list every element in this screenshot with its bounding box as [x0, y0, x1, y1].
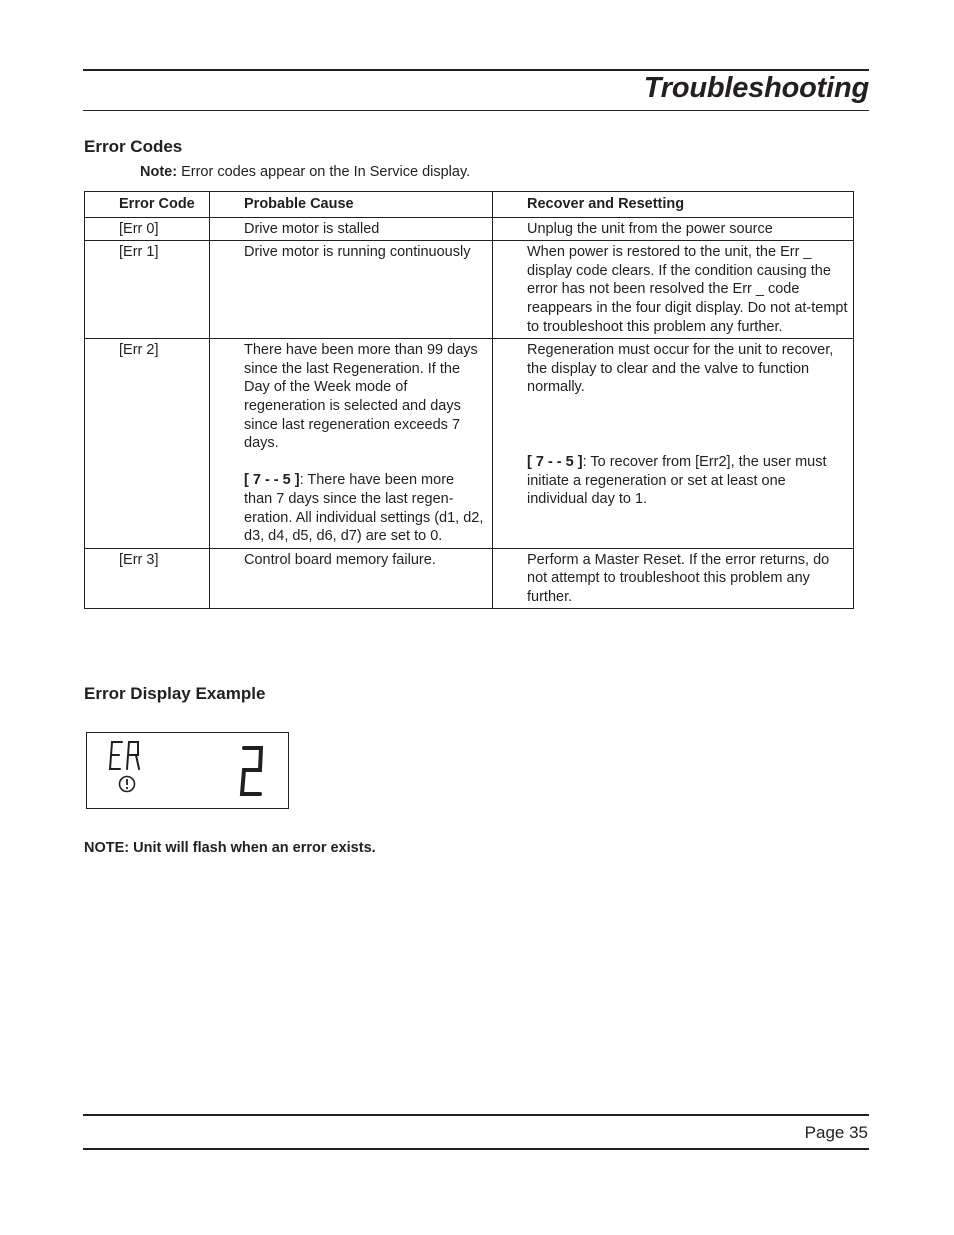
row-code: [Err 0] — [85, 217, 210, 241]
table-header-row — [85, 192, 854, 218]
note-line — [140, 164, 470, 180]
row-cause: Drive motor is stalled — [210, 217, 493, 241]
row-cause: Drive motor is running continuously — [210, 241, 493, 339]
page-number: Page 35 — [804, 1123, 868, 1142]
lcd-display — [86, 732, 289, 809]
header-probable-cause: Probable Cause — [210, 192, 493, 218]
row-recover: Unplug the unit from the power source — [493, 217, 854, 241]
footer-top-rule — [83, 1114, 869, 1116]
error-display-heading: Error Display Example — [84, 684, 266, 703]
lcd-graphic — [87, 733, 288, 808]
row-code: [Err 3] — [85, 548, 210, 609]
header-error-code: Error Code — [85, 192, 210, 218]
cause-extra: : There have been more than 7 days since the last regen-eration. All individual settings (d1, d2, d3, d4, d5, d6, d7) are set to 0. — [244, 472, 484, 545]
row-cause — [210, 339, 493, 549]
alert-circle-icon — [120, 777, 135, 792]
title-underline — [83, 110, 869, 111]
row-recover: When power is restored to the unit, the Err _ display code clears. If the condition causing the error has not been resolved the Err _ code reappears in the four digit display. Do not at-tempt to troubleshoot this problem any further. — [493, 241, 854, 339]
error-codes-heading: Error Codes — [84, 137, 183, 156]
row-code: [Err 2] — [85, 339, 210, 549]
table-row — [85, 217, 854, 241]
note-text: Error codes appear on the In Service display. — [177, 164, 471, 180]
row-recover: Perform a Master Reset. If the error returns, do not attempt to troubleshoot this problem any further. — [493, 548, 854, 609]
top-rule — [83, 69, 869, 71]
cause-code: [ 7 - - 5 ] — [244, 472, 300, 489]
table-row — [85, 241, 854, 339]
page-title: Troubleshooting — [643, 72, 869, 104]
lcd-digit-2 — [242, 748, 261, 794]
recover-code: [ 7 - - 5 ] — [527, 453, 583, 470]
error-codes-table — [84, 191, 854, 609]
recover-extra: : To recover from [Err2], the user must initiate a regeneration or set at least one individual day to 1. — [527, 453, 827, 508]
row-code: [Err 1] — [85, 241, 210, 339]
header-recover-resetting: Recover and Resetting — [493, 192, 854, 218]
lcd-text-er — [110, 742, 139, 769]
recover-text: Regeneration must occur for the unit to recover, the display to clear and the valve to function normally. — [527, 342, 834, 396]
row-cause: Control board memory failure. — [210, 548, 493, 609]
cause-text: There have been more than 99 days since the last Regeneration. If the Day of the Week mode of regeneration is selected and days since last regeneration exceeds 7 days. — [244, 342, 478, 452]
flash-note: NOTE: Unit will flash when an error exists. — [84, 840, 376, 856]
note-label: Note: — [140, 164, 178, 180]
footer-bottom-rule — [83, 1148, 869, 1150]
table-row — [85, 339, 854, 549]
table-row — [85, 548, 854, 609]
row-recover — [493, 339, 854, 549]
